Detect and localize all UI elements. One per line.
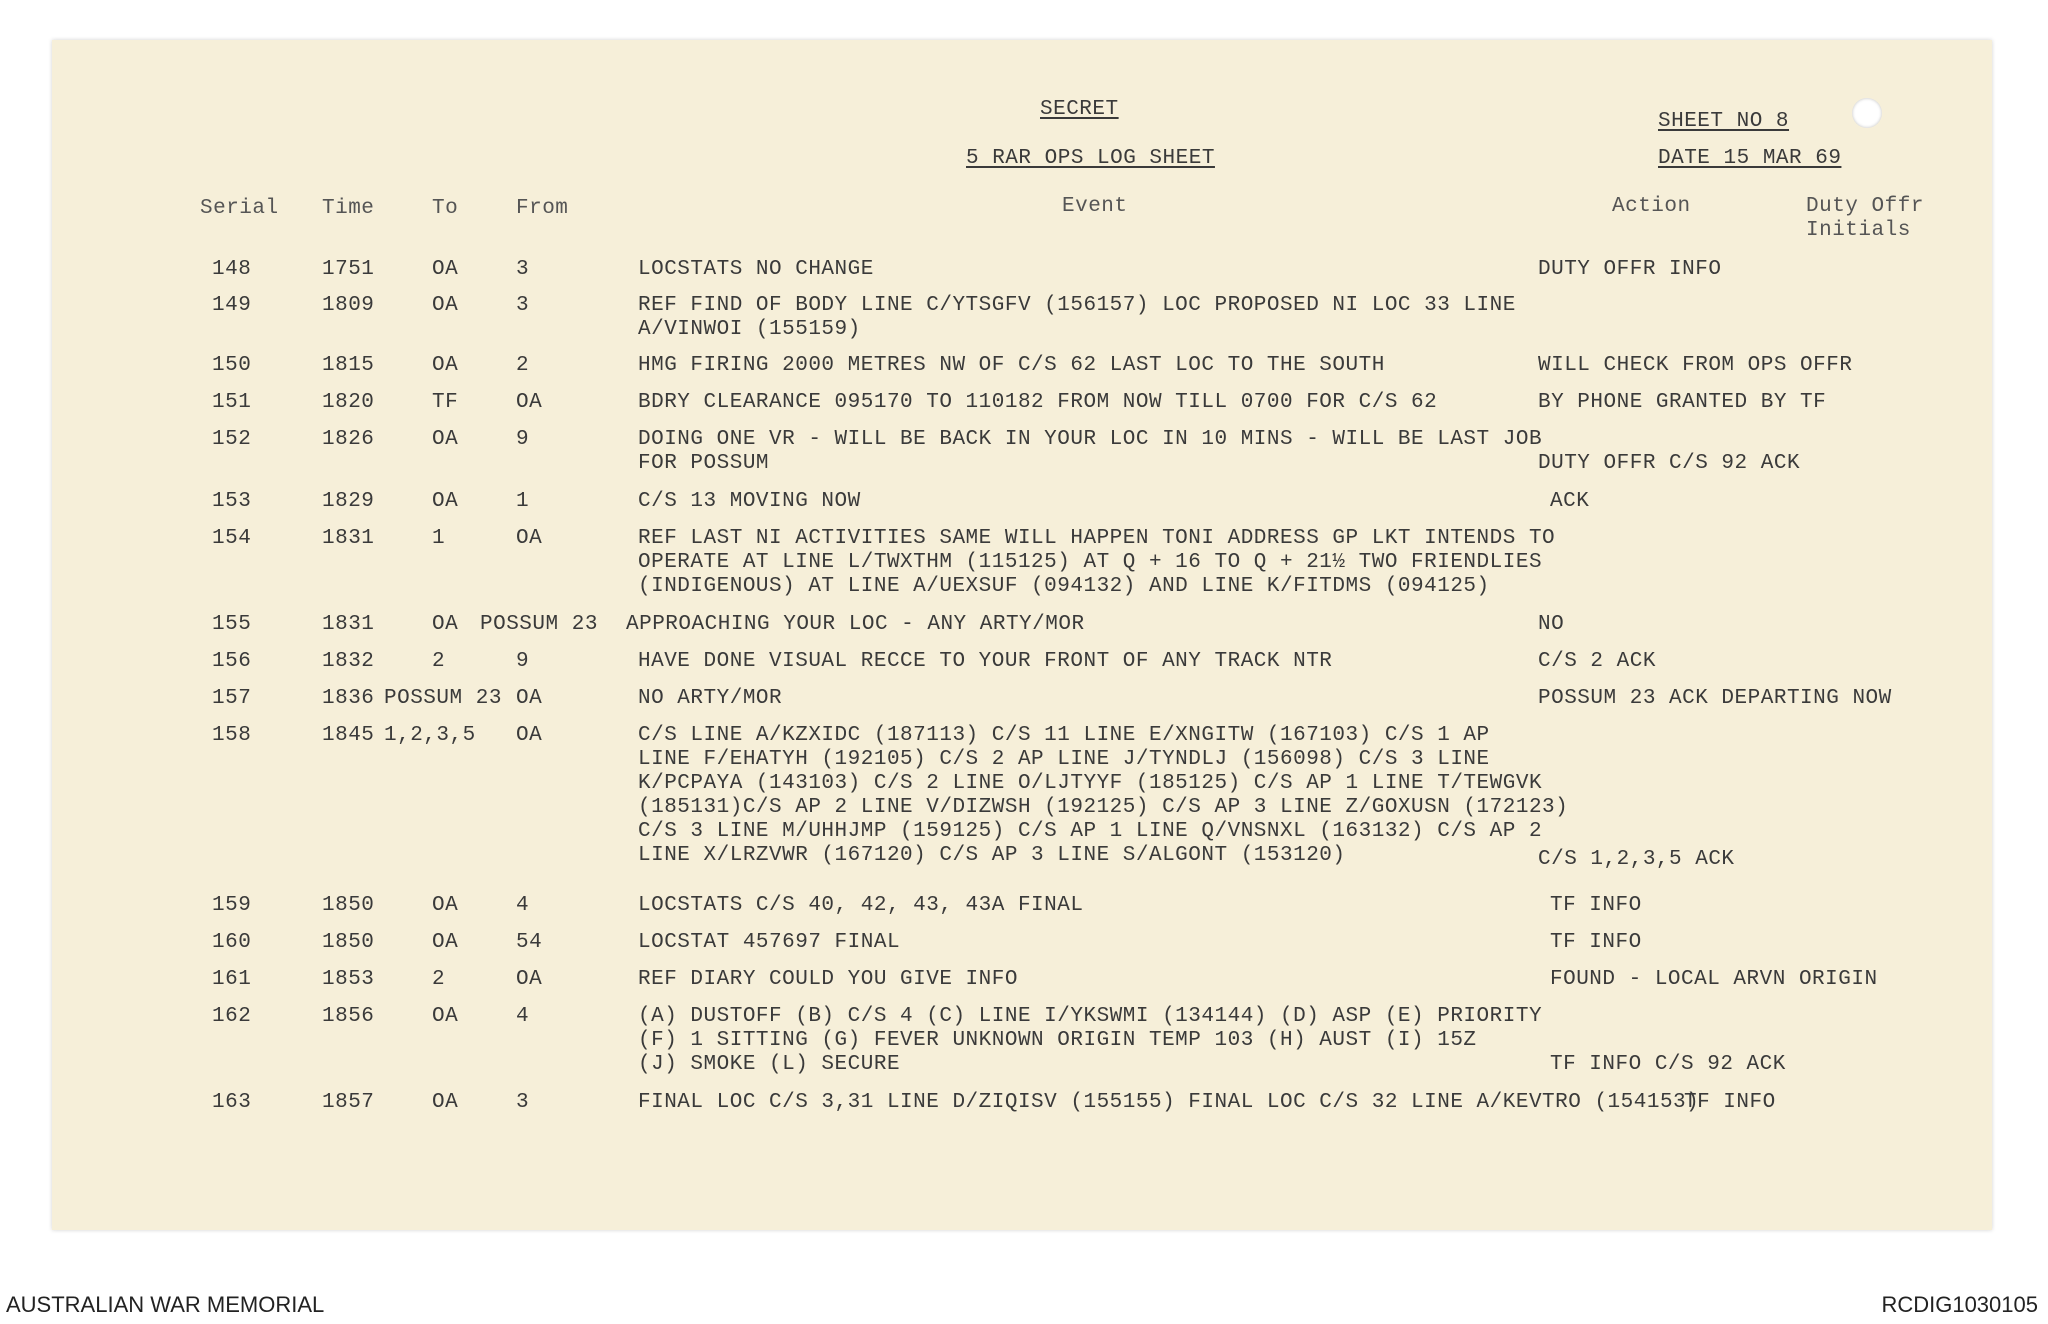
column-header-from: From — [516, 197, 569, 220]
row-time: 1829 — [322, 490, 375, 513]
row-from: 3 — [516, 294, 530, 317]
row-serial: 159 — [212, 894, 252, 917]
row-action: POSSUM 23 ACK DEPARTING NOW — [1538, 687, 1892, 710]
footer-institution: AUSTRALIAN WAR MEMORIAL — [6, 1292, 325, 1317]
row-to: POSSUM 23 — [384, 687, 502, 710]
row-from: OA — [516, 687, 543, 710]
row-event: HMG FIRING 2000 METRES NW OF C/S 62 LAST LOC TO THE SOUTH — [638, 354, 1385, 377]
row-time: 1850 — [322, 931, 375, 954]
row-action: BY PHONE GRANTED BY TF — [1538, 391, 1827, 414]
column-header-to: To — [432, 197, 459, 220]
row-from: 3 — [516, 1091, 530, 1114]
row-action: FOUND - LOCAL ARVN ORIGIN — [1550, 968, 1878, 991]
row-time: 1850 — [322, 894, 375, 917]
row-serial: 163 — [212, 1091, 252, 1114]
row-serial: 150 — [212, 354, 252, 377]
row-serial: 161 — [212, 968, 252, 991]
row-time: 1751 — [322, 258, 375, 281]
column-header-event: Event — [1062, 195, 1128, 218]
row-event: APPROACHING YOUR LOC - ANY ARTY/MOR — [626, 613, 1085, 636]
row-time: 1832 — [322, 650, 375, 673]
column-header-action: Action — [1612, 195, 1691, 218]
row-from: 3 — [516, 258, 530, 281]
row-time: 1831 — [322, 613, 375, 636]
row-action: TF INFO — [1684, 1091, 1776, 1114]
row-to: OA — [432, 1005, 459, 1028]
row-to: OA — [432, 428, 459, 451]
row-to: OA — [432, 490, 459, 513]
secret-marking: SECRET — [1040, 98, 1119, 121]
row-event: C/S LINE A/KZXIDC (187113) C/S 11 LINE E/XNGITW (167103) C/S 1 AP LINE F/EHATYH (192105) C/S 2 AP LINE J/TYNDLJ (156098) C/S 3 LINE K/PCPAYA (143103) C/S 2 LINE O/LJTYYF (185125) C/S AP 1 LINE T/TEWGVK (185131)C/S AP 2 LINE V/DIZWSH (192125) C/S AP 3 LINE Z/GOXUSN (172123) C/S 3 LINE M/UHHJMP (159125) C/S AP 1 LINE Q/VNSNXL (163132) C/S AP 2 LINE X/LRZVWR (167120) C/S AP 3 LINE S/ALGONT (153120) — [638, 724, 1569, 867]
row-serial: 160 — [212, 931, 252, 954]
column-header-time: Time — [322, 197, 375, 220]
row-action: TF INFO — [1550, 894, 1642, 917]
row-to: OA — [432, 294, 459, 317]
sheet-date: DATE 15 MAR 69 — [1658, 147, 1842, 170]
row-from: 54 — [516, 931, 543, 954]
row-serial: 149 — [212, 294, 252, 317]
row-action: C/S 1,2,3,5 ACK — [1538, 848, 1735, 871]
row-action: ACK — [1550, 490, 1590, 513]
row-from: OA — [516, 391, 543, 414]
row-event: REF FIND OF BODY LINE C/YTSGFV (156157) LOC PROPOSED NI LOC 33 LINE A/VINWOI (155159) — [638, 294, 1516, 341]
row-from: OA — [516, 527, 543, 550]
row-serial: 152 — [212, 428, 252, 451]
row-from: OA — [516, 724, 543, 747]
row-time: 1809 — [322, 294, 375, 317]
row-serial: 162 — [212, 1005, 252, 1028]
row-to: 1 — [432, 527, 446, 550]
row-action: C/S 2 ACK — [1538, 650, 1656, 673]
row-serial: 157 — [212, 687, 252, 710]
row-time: 1815 — [322, 354, 375, 377]
row-time: 1826 — [322, 428, 375, 451]
row-serial: 158 — [212, 724, 252, 747]
row-action: DUTY OFFR C/S 92 ACK — [1538, 452, 1801, 475]
row-event: NO ARTY/MOR — [638, 687, 783, 710]
row-serial: 153 — [212, 490, 252, 513]
row-event: BDRY CLEARANCE 095170 TO 110182 FROM NOW TILL 0700 FOR C/S 62 — [638, 391, 1438, 414]
row-event: LOCSTATS NO CHANGE — [638, 258, 874, 281]
row-event: HAVE DONE VISUAL RECCE TO YOUR FRONT OF ANY TRACK NTR — [638, 650, 1333, 673]
row-serial: 148 — [212, 258, 252, 281]
sheet-number: SHEET NO 8 — [1658, 110, 1790, 133]
punch-hole — [1852, 98, 1882, 128]
row-from: 2 — [516, 354, 530, 377]
row-to: OA — [432, 1091, 459, 1114]
row-to: TF — [432, 391, 459, 414]
row-to: OA — [432, 354, 459, 377]
row-time: 1820 — [322, 391, 375, 414]
row-from: 1 — [516, 490, 530, 513]
row-event: (A) DUSTOFF (B) C/S 4 (C) LINE I/YKSWMI (134144) (D) ASP (E) PRIORITY (F) 1 SITTING (G) FEVER UNKNOWN ORIGIN TEMP 103 (H) AUST (I) 15Z (J) SMOKE (L) SECURE — [638, 1005, 1543, 1076]
row-time: 1831 — [322, 527, 375, 550]
row-from: OA — [516, 968, 543, 991]
row-event: FINAL LOC C/S 3,31 LINE D/ZIQISV (155155) FINAL LOC C/S 32 LINE A/KEVTRO (154153) — [638, 1091, 1700, 1114]
row-time: 1853 — [322, 968, 375, 991]
row-serial: 151 — [212, 391, 252, 414]
row-to: 2 — [432, 968, 446, 991]
row-from: 4 — [516, 1005, 530, 1028]
row-event: DOING ONE VR - WILL BE BACK IN YOUR LOC IN 10 MINS - WILL BE LAST JOB FOR POSSUM — [638, 428, 1543, 475]
row-time: 1845 — [322, 724, 375, 747]
row-time: 1856 — [322, 1005, 375, 1028]
row-serial: 154 — [212, 527, 252, 550]
sheet-title: 5 RAR OPS LOG SHEET — [966, 147, 1215, 170]
row-to: OA — [432, 258, 459, 281]
row-action: TF INFO C/S 92 ACK — [1550, 1053, 1786, 1076]
row-to: OA — [432, 613, 459, 636]
row-to: OA — [432, 931, 459, 954]
row-action: NO — [1538, 613, 1565, 636]
row-event: REF LAST NI ACTIVITIES SAME WILL HAPPEN TONI ADDRESS GP LKT INTENDS TO OPERATE AT LINE L/TWXTHM (115125) AT Q + 16 TO Q + 21½ TWO FRIENDLIES (INDIGENOUS) AT LINE A/UEXSUF (094132) AND LINE K/FITDMS (094125) — [638, 527, 1556, 598]
row-serial: 155 — [212, 613, 252, 636]
row-action: DUTY OFFR INFO — [1538, 258, 1722, 281]
row-to: 2 — [432, 650, 446, 673]
row-event: C/S 13 MOVING NOW — [638, 490, 861, 513]
footer-record-id: RCDIG1030105 — [1881, 1292, 2038, 1317]
row-from: POSSUM 23 — [480, 613, 598, 636]
column-header-serial: Serial — [200, 197, 279, 220]
row-time: 1857 — [322, 1091, 375, 1114]
row-to: OA — [432, 894, 459, 917]
row-to: 1,2,3,5 — [384, 724, 476, 747]
row-action: TF INFO — [1550, 931, 1642, 954]
row-from: 9 — [516, 428, 530, 451]
row-event: LOCSTATS C/S 40, 42, 43, 43A FINAL — [638, 894, 1084, 917]
row-event: LOCSTAT 457697 FINAL — [638, 931, 901, 954]
row-time: 1836 — [322, 687, 375, 710]
column-header-duty-officer-initials: Duty Offr Initials — [1806, 195, 1924, 242]
row-action: WILL CHECK FROM OPS OFFR — [1538, 354, 1853, 377]
row-event: REF DIARY COULD YOU GIVE INFO — [638, 968, 1018, 991]
row-serial: 156 — [212, 650, 252, 673]
row-from: 4 — [516, 894, 530, 917]
row-from: 9 — [516, 650, 530, 673]
